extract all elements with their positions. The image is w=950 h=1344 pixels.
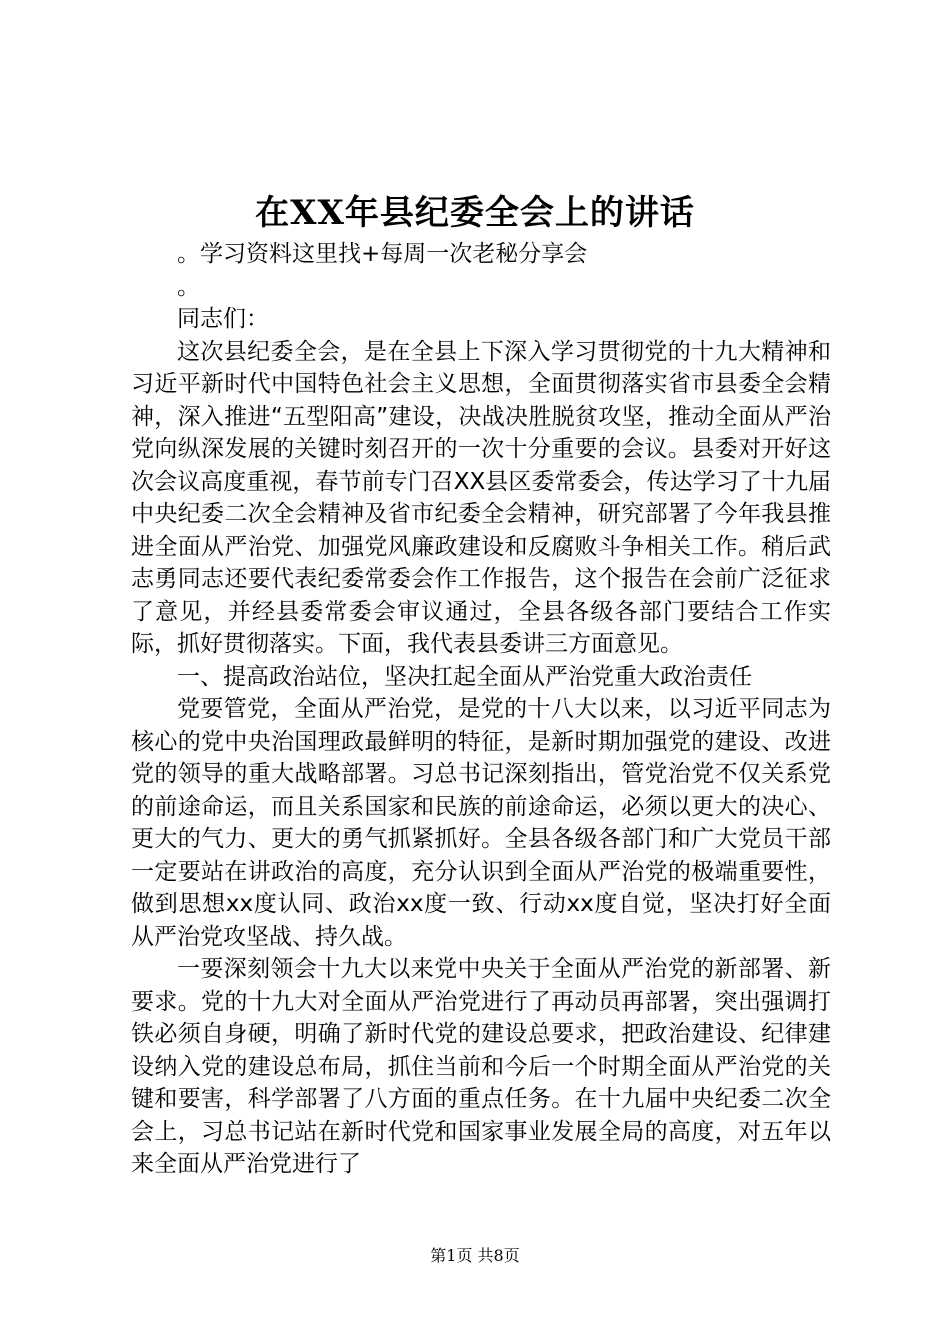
paragraph-salutation: 同志们：: [177, 306, 269, 332]
paragraph-dot: 。: [177, 273, 200, 300]
paragraph-header-note: 。学习资料这里找+每周一次老秘分享会: [177, 241, 588, 267]
document-body: [131, 238, 831, 1181]
paragraph-intro: 这次县纪委全会，是在全县上下深入学习贯彻党的十九大精神和习近平新时代中国特色社会主义思想，全面贯彻落实省市县委全会精神，深入推进“五型阳高”建设，决战决胜脱贫攻坚，推动全面从严治党向纵深发展的关键时刻召开的一次十分重要的会议。县委对开好这次会议高度重视，春节前专门召XX县区委常委会，传达学习了十九届中央纪委二次全会精神及省市纪委全会精神，研究部署了今年我县推进全面从严治党、加强党风廉政建设和反腐败斗争相关工作。稍后武志勇同志还要代表纪委常委会作工作报告，这个报告在会前广泛征求了意见，并经县委常委会审议通过，全县各级各部门要结合工作实际，抓好贯彻落实。下面，我代表县委讲三方面意见。: [131, 338, 831, 657]
document-title: 在XX年县纪委全会上的讲话: [255, 193, 695, 233]
section-heading-1: 一、提高政治站位，坚决扛起全面从严治党重大政治责任: [177, 663, 752, 690]
paragraph-point-1: 一要深刻领会十九大以来党中央关于全面从严治党的新部署、新要求。党的十九大对全面从严治党进行了再动员再部署，突出强调打铁必须自身硬，明确了新时代党的建设总要求，把政治建设、纪律建设纳入党的建设总布局，抓住当前和今后一个时期全面从严治党的关键和要害，科学部署了八方面的重点任务。在十九届中央纪委二次全会上，习总书记站在新时代党和国家事业发展全局的高度，对五年以来全面从严治党进行了: [131, 956, 831, 1177]
paragraph-section-1: 党要管党，全面从严治党，是党的十八大以来，以习近平同志为核心的党中央治国理政最鲜明的特征，是新时期加强党的建设、改进党的领导的重大战略部署。习总书记深刻指出，管党治党不仅关系党的前途命运，而且关系国家和民族的前途命运，必须以更大的决心、更大的气力、更大的勇气抓紧抓好。全县各级各部门和广大党员干部一定要站在讲政治的高度，充分认识到全面从严治党的极端重要性，做到思想xx度认同、政治xx度一致、行动xx度自觉，坚决打好全面从严治党攻坚战、持久战。: [131, 696, 831, 950]
page-footer: 第1页 共8页: [430, 1246, 520, 1265]
